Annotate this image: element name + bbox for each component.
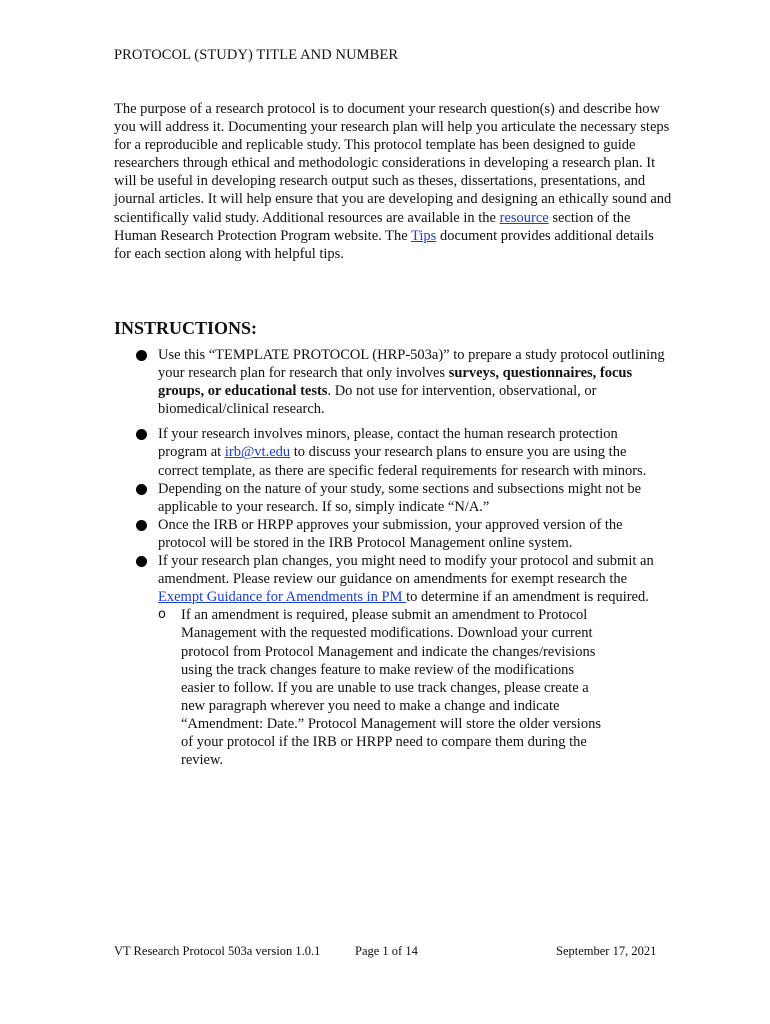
- exempt-guidance-link[interactable]: Exempt Guidance for Amendments in PM: [158, 589, 407, 606]
- irb-email-link[interactable]: irb@vt.edu: [224, 444, 291, 461]
- bullet-4-text: Once the IRB or HRPP approves your submission, your approved version of the protocol will be stored in the IRB Protocol Management online system.: [158, 516, 623, 551]
- intro-text-2: section of the Human Research Protection Program website. The: [114, 209, 631, 244]
- bullet-icon: [136, 350, 147, 361]
- intro-paragraph: [114, 100, 674, 263]
- footer-date: September 17, 2021: [556, 944, 657, 958]
- list-item: [136, 425, 666, 479]
- bullet-2-text-end: to discuss your research plans to ensure you are using the correct template, as there are specific federal requirements for research with minors.: [158, 444, 647, 479]
- footer-page-number: Page 1 of 14: [355, 944, 418, 958]
- instructions-heading: INSTRUCTIONS:: [114, 318, 258, 338]
- list-item: [136, 552, 666, 769]
- list-item: [136, 346, 666, 418]
- bullet-1-text-end: . Do not use for intervention, observational, or biomedical/clinical research.: [158, 383, 597, 418]
- footer-version: VT Research Protocol 503a version 1.0.1: [114, 944, 321, 958]
- sub-list: [158, 606, 666, 769]
- bullet-icon: [136, 429, 147, 440]
- tips-link[interactable]: Tips: [411, 227, 437, 244]
- sub-bullet-icon: o: [158, 607, 166, 623]
- sub-bullet-1-text: If an amendment is required, please submit an amendment to Protocol Management with the requested modifications. Download your current protocol from Protocol Management and indicate the changes/revisions using the track changes feature to make review of the modifications easier to follow. If you are unable to use track changes, please create a new paragraph wherever you need to make a change and indicate “Amendment: Date.” Protocol Management will store the older versions of your protocol if the IRB or HRPP need to compare them during the review.: [181, 607, 601, 769]
- instructions-list: [136, 346, 666, 769]
- intro-text-1: The purpose of a research protocol is to document your research question(s) and describe how you will address it. Documenting your research plan will help you articulate the necessary steps for a reproducible and replicable study. This protocol template has been designed to guide researchers through ethical and methodologic considerations in developing a research plan. It will be useful in developing research output such as theses, dissertations, presentations, and journal articles. It will help ensure that you are developing and designing an ethically sound and scientifically valid study. Additional resources are available in the: [114, 101, 672, 226]
- bullet-icon: [136, 556, 147, 567]
- bullet-1-bold: surveys, questionnaires, focus groups, or educational tests: [158, 365, 633, 400]
- bullet-5-text-end: to determine if an amendment is required.: [406, 589, 649, 606]
- bullet-5-text: If your research plan changes, you might need to modify your protocol and submit an amendment. Please review our guidance on amendments for exempt research the: [158, 553, 654, 588]
- sub-list-item: [158, 606, 601, 769]
- bullet-3-text: Depending on the nature of your study, some sections and subsections might not be applicable to your research. If so, simply indicate “N/A.”: [158, 480, 642, 515]
- resource-link[interactable]: resource: [499, 209, 549, 226]
- protocol-title: PROTOCOL (STUDY) TITLE AND NUMBER: [114, 47, 399, 63]
- bullet-1-text: Use this “TEMPLATE PROTOCOL (HRP-503a)” to prepare a study protocol outlining your research plan for research that only involves: [158, 347, 665, 382]
- list-item: [136, 480, 666, 516]
- list-item: [136, 516, 666, 552]
- bullet-icon: [136, 484, 147, 495]
- bullet-2-text: If your research involves minors, please, contact the human research protection program at: [158, 426, 618, 461]
- intro-text-3: document provides additional details for each section along with helpful tips.: [114, 227, 654, 262]
- bullet-icon: [136, 520, 147, 531]
